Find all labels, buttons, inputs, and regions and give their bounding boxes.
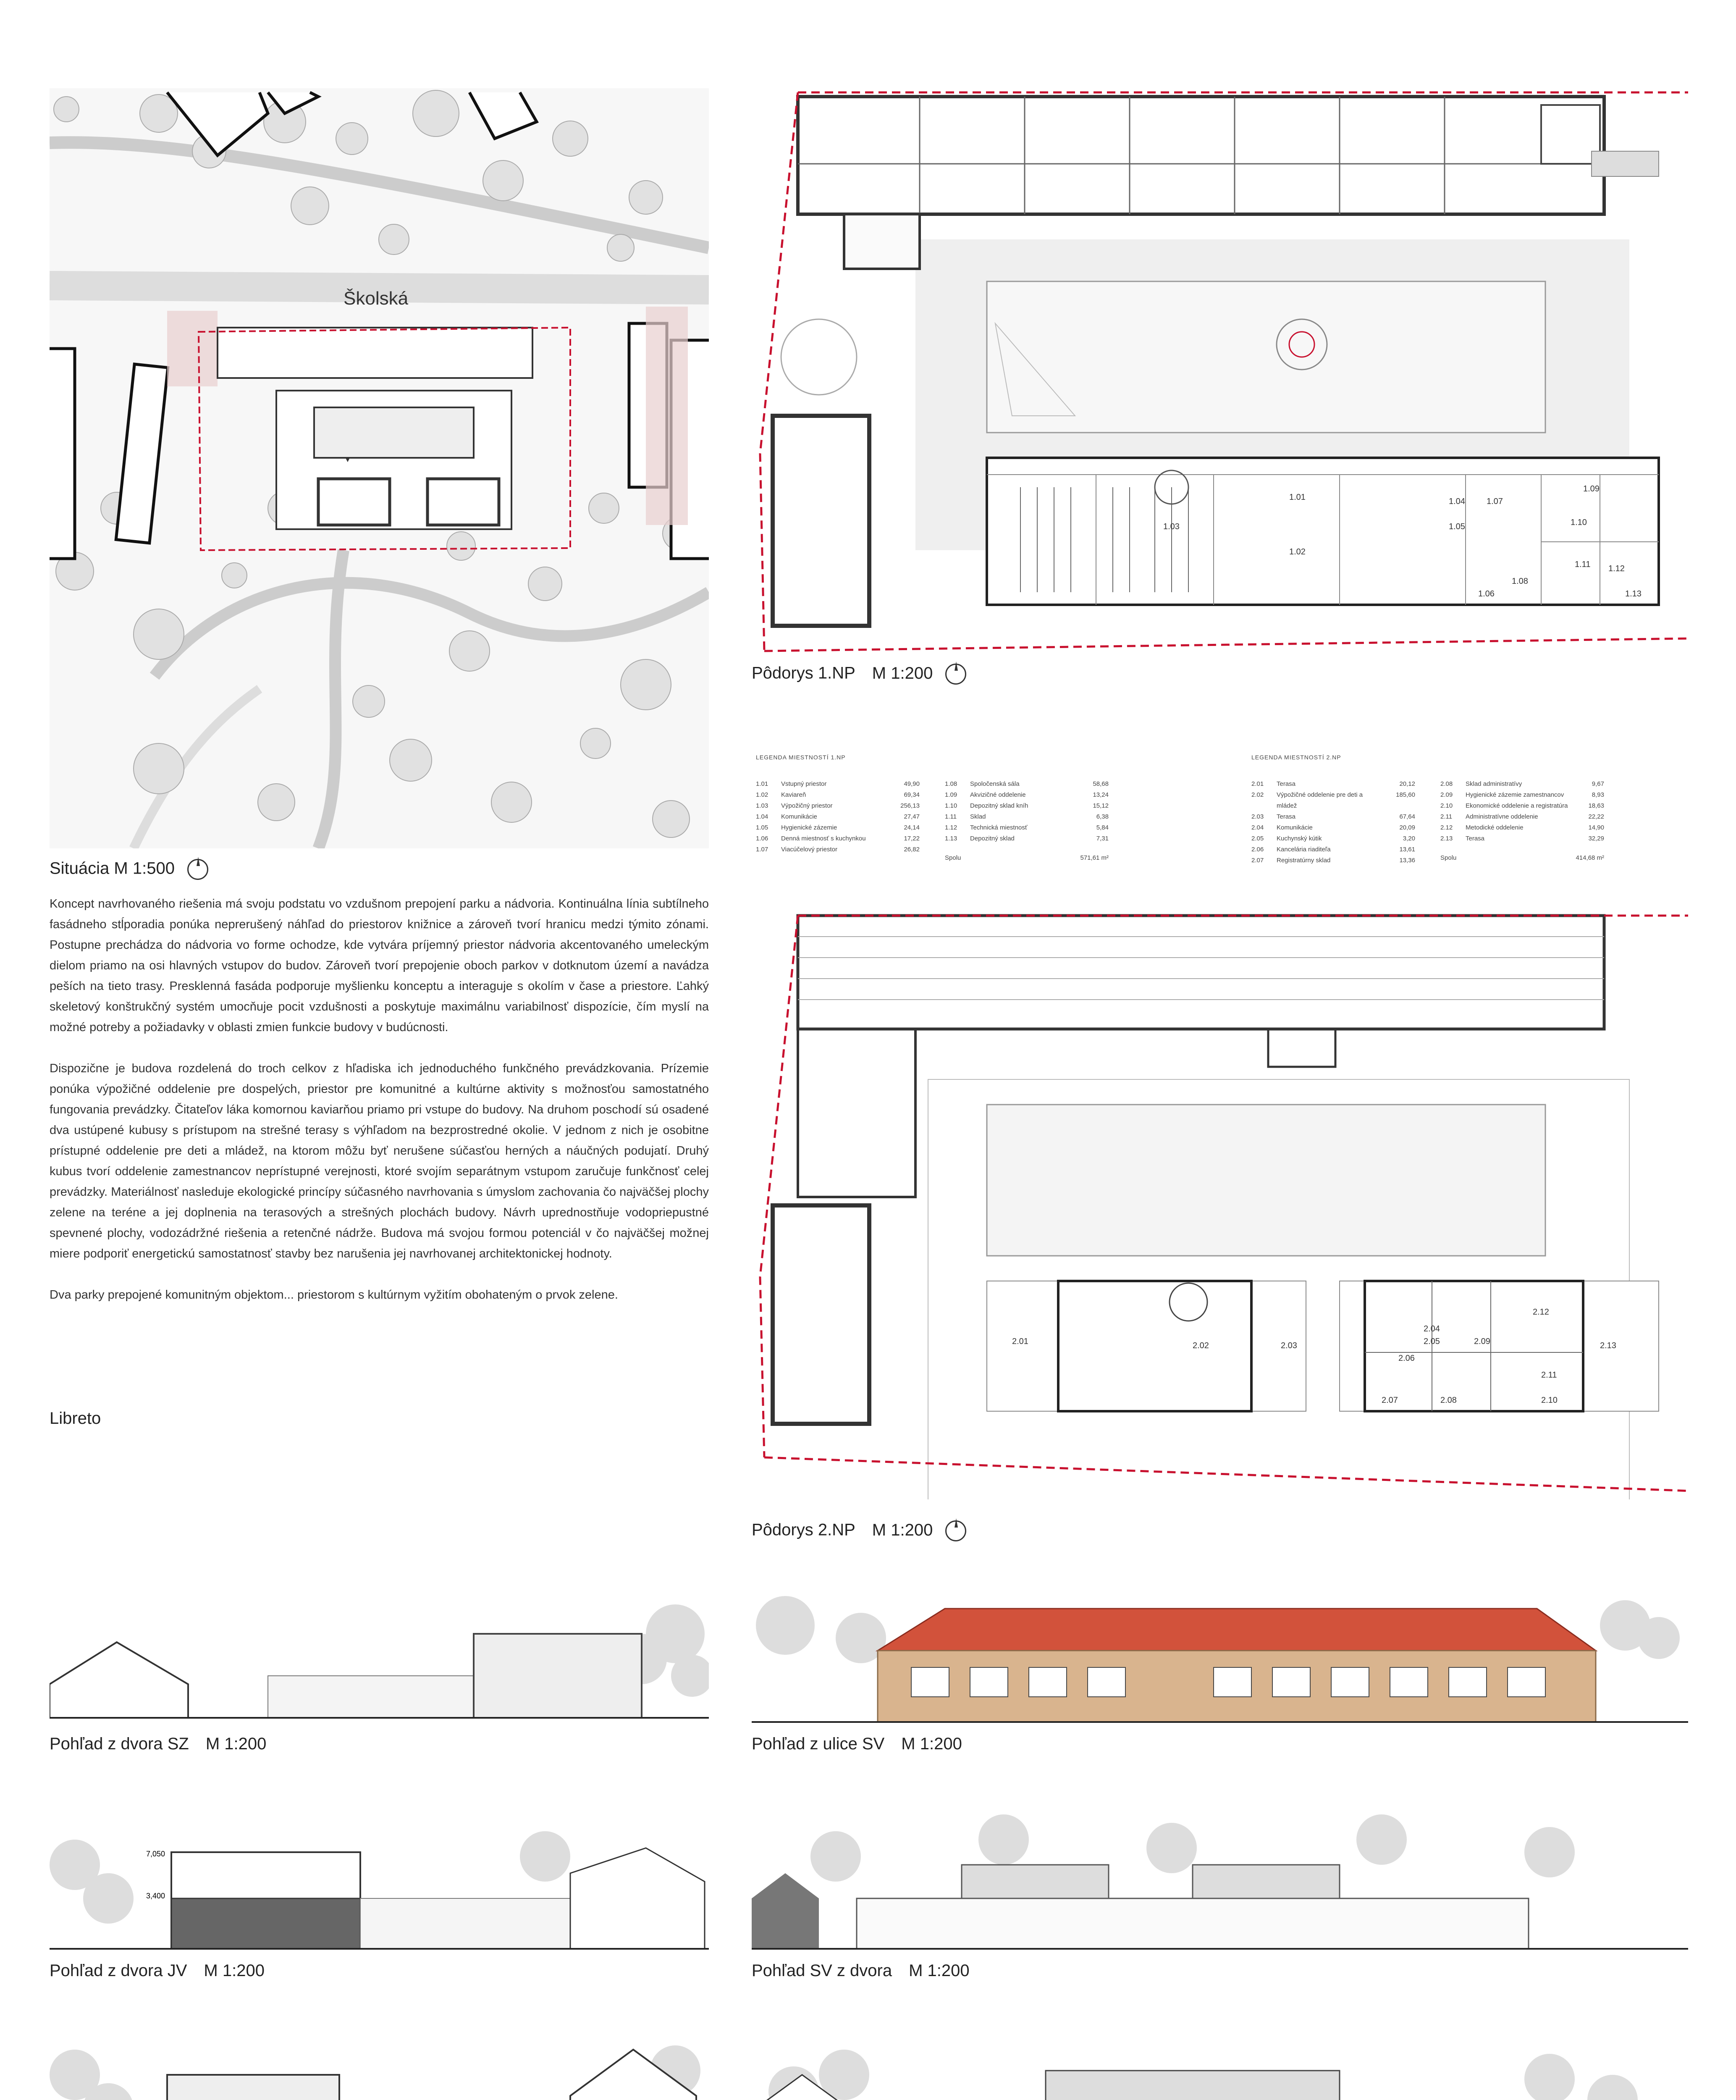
- legend-row: 1.05 Hygienické zázemie 24,14: [756, 824, 920, 831]
- legend-row: 2.10 Ekonomické oddelenie a registratúra 18,63: [1440, 802, 1604, 809]
- paragraph-1: Koncept navrhovaného riešenia má svoju podstatu vo vzdušnom prepojení parku a nádvoria. Kontinuálna línia subtílneho fasádneho stĺporadia ponúka neprerušený náhľad do priestorov knižnice a zároveň tvorí hranicu medzi týmito zónami. Postupne prechádza do nádvoria vo forme ochodze, kde vytvára príjemný priestor nádvoria akcentovaného umeleckým dielom priamo na osi hlavných vstupov do budov. Zároveň tvorí prepojenie oboch parkov v dotknutom území a navádza peších na tieto trasy. Presklenná fasáda podporuje myšlienku konceptu a interaguje s okolím v čase a priestore. Ľahký skeletový konštrukčný systém umocňuje pocit vzdušnosti a poskytuje maximálnu variabilnosť dispozície, čím myslí na možné potreby a požiadavky v oblasti zmien funkcie budovy v budúcnosti.: [50, 897, 709, 1034]
- room-1-01: 1.01: [1289, 493, 1306, 502]
- legend-row: 2.11 Administratívne oddelenie 22,22: [1440, 813, 1604, 820]
- room-1-09: 1.09: [1583, 484, 1600, 494]
- legend-row: 1.01 Vstupný priestor 49,90: [756, 780, 920, 788]
- room-2-06: 2.06: [1398, 1354, 1415, 1363]
- room-2-07: 2.07: [1382, 1396, 1398, 1405]
- site-plan: [50, 88, 709, 848]
- legend-row: 2.04 Komunikácie 20,09: [1251, 824, 1415, 831]
- room-1-04: 1.04: [1449, 497, 1465, 506]
- view-nw-caption: Pohľad z dvora SZ M 1:200: [50, 1735, 267, 1753]
- room-2-12: 2.12: [1533, 1307, 1549, 1317]
- legend-row: 1.13 Depozitný sklad 7,31: [945, 835, 1109, 842]
- view-sw-park: [752, 2024, 1688, 2100]
- floor-plan-1-caption: Pôdorys 1.NP M 1:200: [752, 664, 966, 685]
- svg-text:▼: ▼: [344, 455, 352, 464]
- legend-row: 2.01 Terasa 20,12: [1251, 780, 1415, 788]
- room-2-05: 2.05: [1424, 1337, 1440, 1346]
- floor-plan-2: [752, 911, 1688, 1499]
- floor-plan-1-drawing: [752, 88, 1688, 655]
- legend-row: 2.06 Kancelária riaditeľa 13,61: [1251, 846, 1415, 853]
- view-ne-courtyard-caption: Pohľad SV z dvora M 1:200: [752, 1961, 970, 1980]
- room-1-08: 1.08: [1512, 577, 1528, 586]
- libreto-heading: Libreto: [50, 1409, 101, 1428]
- room-2-13: 2.13: [1600, 1341, 1616, 1350]
- room-2-09: 2.09: [1474, 1337, 1490, 1346]
- legend-row: 2.08 Sklad administratívy 9,67: [1440, 780, 1604, 788]
- room-2-11: 2.11: [1541, 1370, 1557, 1380]
- legend-floor-2: LEGENDA MIESTNOSTÍ 2.NP 2.01 Terasa 20,12 2.02 Výpožičné oddelenie pre deti a mládež 185,60 2.03 Terasa 67,64 2.04 Komunikácie 20,09 2.05 Kuchynský kútik 3,20 2.06 Kancelária riaditeľa 13,61 2.07 Registratúrny sklad 13,36 2.08 Sklad administratívy 9,67 2.09 Hygienické zázemie zamestnancov 8,93 2.10 Ekonomické oddelenie a registratúra 18,63 2.11 Administratívne oddelenie 22,22 2.12 Metodické oddelenie 14,90 2.13 Terasa 32,29 Spolu 414,68 m²: [1251, 752, 1604, 866]
- room-1-10: 1.10: [1571, 518, 1587, 527]
- room-2-10: 2.10: [1541, 1396, 1558, 1405]
- street-name: Školská: [344, 288, 409, 309]
- room-1-03: 1.03: [1163, 522, 1180, 531]
- floor-plan-2-drawing: [752, 911, 1688, 1499]
- legend-row: 1.10 Depozitný sklad kníh 15,12: [945, 802, 1109, 809]
- legend-row: 1.03 Výpožičný priestor 256,13: [756, 802, 920, 809]
- floor-plan-1: [752, 88, 1688, 655]
- paragraph-2: Dispozične je budova rozdelená do troch celkov z hľadiska ich jednoduchého funkčného prevádzkovania. Prízemie ponúka výpožičné oddelenie pre dospelých, priestor pre komunitné a kultúrne aktivity s možnosťou samostatného fungovania prevádzky. Čitateľov láka komornou kaviarňou priamo pri vstupe do budovy. Na druhom poschodí sú osadené dva ustúpené kubusy s prístupom na strešné terasy s výhľadom na bezprostredné okolie. V jednom z nich je osobitne prístupné oddelenie pre deti a mládež, na ktorom môžu byť nerušene súčasťou herných a náučných podujatí. Druhý kubus tvorí oddelenie zamestnancov neprístupné verejnosti, ktoré svojím separátnym vstupom zaručuje funkčnosť celej prevádzky. Materiálnosť nasleduje ekologické princípy súčasného navrhovania s úmyslom zachovania čo najväčšej plochy zelene na teréne a jej doplnenia na terasových a strešných plochách budovy. Návrh uprednostňuje vodopriepustné spevnené plochy, vodozádržné riešenia a retenčné nádrže. Budova má svojou formou potenciál v čo najväčšej možnej miere podporiť energetickú samostatnosť stavby bez narušenia jej navrhovanej architektonickej hodnoty.: [50, 1062, 709, 1260]
- north-arrow-icon: [945, 664, 966, 685]
- height-mark-1: 7,050: [146, 1850, 165, 1858]
- floor-plan-2-caption: Pôdorys 2.NP M 1:200: [752, 1520, 966, 1541]
- view-ne-street: [752, 1575, 1688, 1726]
- legend-row: 2.13 Terasa 32,29: [1440, 835, 1604, 842]
- legend-floor-1: LEGENDA MIESTNOSTÍ 1.NP 1.01 Vstupný priestor 49,90 1.02 Kaviareň 69,34 1.03 Výpožičný priestor 256,13 1.04 Komunikácie 27,47 1.05 Hygienické zázemie 24,14 1.06 Denná miestnosť s kuchynkou 17,22 1.07 Viacúčelový priestor 26,82 1.08 Spoločenská sála 58,68 1.09 Akvizičné oddelenie 13,24 1.10 Depozitný sklad kníh 15,12 1.11 Sklad 6,38 1.12 Technická miestnosť 5,84 1.13 Depozitný sklad 7,31 Spolu 571,61 m²: [756, 754, 1109, 861]
- legend-row: 1.06 Denná miestnosť s kuchynkou 17,22: [756, 835, 920, 842]
- room-1-05: 1.05: [1449, 522, 1465, 531]
- legend-row: 2.09 Hygienické zázemie zamestnancov 8,93: [1440, 791, 1604, 798]
- room-1-13: 1.13: [1625, 589, 1642, 598]
- paragraph-3: Dva parky prepojené komunitným objektom... priestorom s kultúrnym vyžitím obohateným o prvok zelene.: [50, 1288, 618, 1302]
- view-se-courtyard: [50, 1814, 709, 1953]
- room-1-06: 1.06: [1478, 589, 1495, 598]
- legend-row: 1.08 Spoločenská sála 58,68: [945, 780, 1109, 788]
- room-2-08: 2.08: [1440, 1396, 1457, 1405]
- view-ne-courtyard: [752, 1814, 1688, 1953]
- view-se-caption: Pohľad z dvora JV M 1:200: [50, 1961, 265, 1980]
- view-ne-caption: Pohľad z ulice SV M 1:200: [752, 1735, 962, 1753]
- roof: [878, 1609, 1596, 1651]
- room-1-12: 1.12: [1608, 564, 1625, 573]
- legend-row: 2.07 Registratúrny sklad 13,36: [1251, 857, 1415, 864]
- concept-text: [50, 894, 709, 1326]
- legend-row: 2.05 Kuchynský kútik 3,20: [1251, 835, 1415, 842]
- section-a-a: [50, 2024, 709, 2100]
- legend-row: 2.02 Výpožičné oddelenie pre deti a mládež 185,60: [1251, 791, 1415, 809]
- site-plan-drawing: [50, 88, 709, 848]
- legend-row: 1.02 Kaviareň 69,34: [756, 791, 920, 798]
- room-2-02: 2.02: [1193, 1341, 1209, 1350]
- legend-row: 1.11 Sklad 6,38: [945, 813, 1109, 820]
- room-2-03: 2.03: [1281, 1341, 1297, 1350]
- room-2-01: 2.01: [1012, 1337, 1028, 1346]
- room-1-11: 1.11: [1575, 560, 1591, 569]
- legend-row: 1.07 Viacúčelový priestor 26,82: [756, 846, 920, 853]
- legend-row: 1.12 Technická miestnosť 5,84: [945, 824, 1109, 831]
- plot-boundary-2: [764, 1457, 1688, 1491]
- north-arrow-icon: [945, 1520, 966, 1541]
- room-2-04: 2.04: [1424, 1324, 1440, 1334]
- legend-row: 1.09 Akvizičné oddelenie 13,24: [945, 791, 1109, 798]
- plot-boundary: [764, 638, 1688, 651]
- room-1-07: 1.07: [1487, 497, 1503, 506]
- height-mark-2: 3,400: [146, 1892, 165, 1900]
- room-1-02: 1.02: [1289, 547, 1306, 556]
- legend-row: 1.04 Komunikácie 27,47: [756, 813, 920, 820]
- legend-row: 2.03 Terasa 67,64: [1251, 813, 1415, 820]
- site-plan-caption: Situácia M 1:500: [50, 859, 208, 880]
- view-nw-courtyard: [50, 1575, 709, 1726]
- north-arrow-icon: [187, 859, 208, 880]
- legend-row: 2.12 Metodické oddelenie 14,90: [1440, 824, 1604, 831]
